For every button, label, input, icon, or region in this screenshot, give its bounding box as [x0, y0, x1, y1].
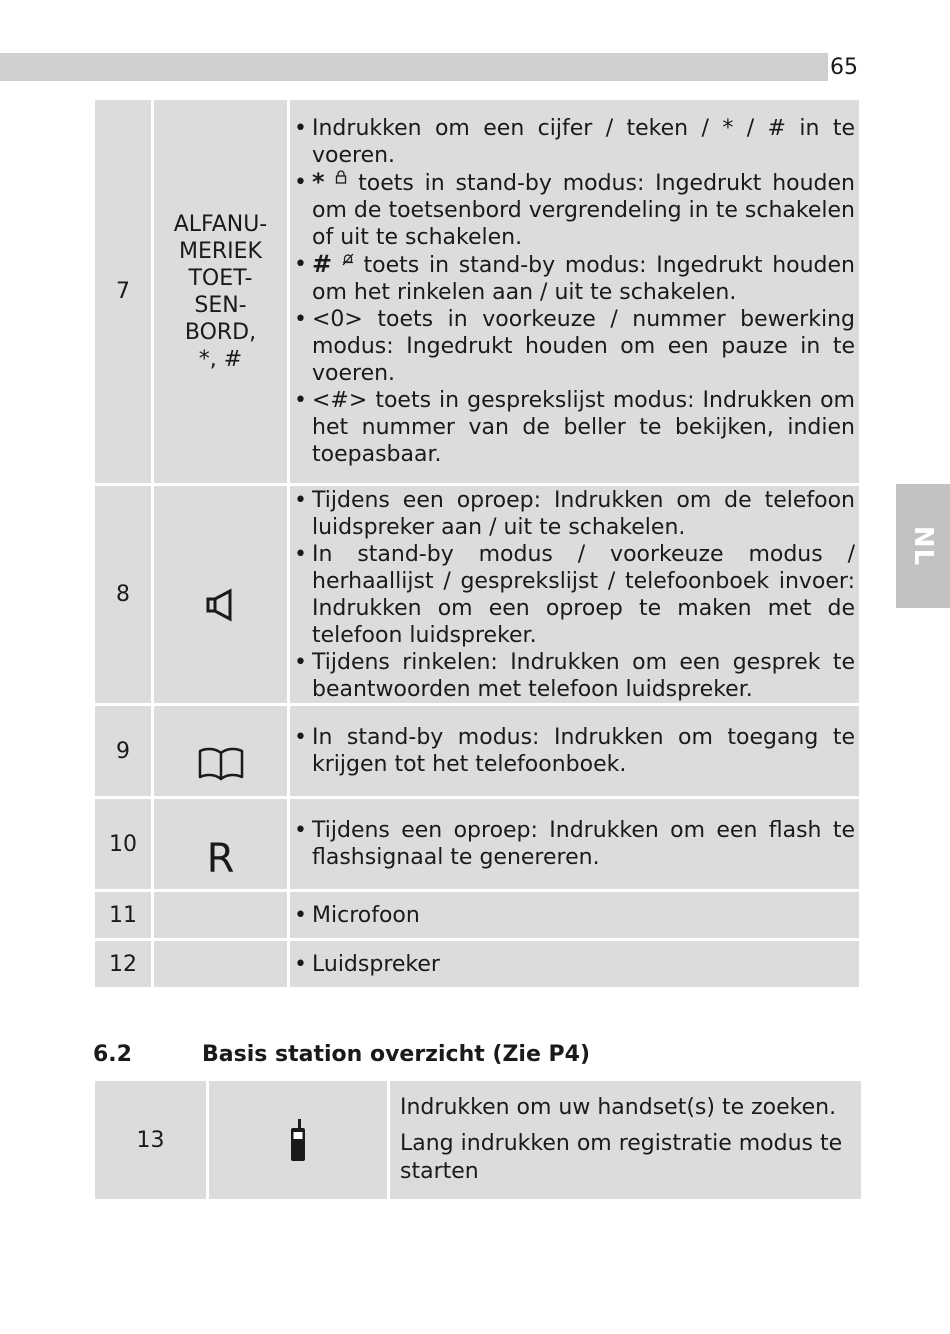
bullet-item: • Luidspreker: [294, 951, 855, 978]
bell-off-icon: [342, 252, 354, 266]
bullet-item: • <0> toets in voorkeuze / nummer bewerking modus: Ingedrukt houden om een pauze in te voeren.: [294, 306, 855, 387]
key-label: [153, 891, 289, 940]
table-row: [94, 485, 861, 705]
phonebook-icon: [197, 745, 245, 781]
lock-icon: [335, 170, 347, 184]
bullet-item: • # toets in stand-by modus: Ingedrukt houden om het rinkelen aan / uit te schakelen.: [294, 251, 855, 306]
bullet-item: • <#> toets in gesprekslijst modus: Indrukken om het nummer van de beller te bekijken, indien toepasbaar.: [294, 387, 855, 468]
bullet-item: • Tijdens rinkelen: Indrukken om een gesprek te beantwoorden met telefoon luidspreker.: [294, 649, 855, 703]
table-row: [94, 1080, 863, 1201]
star-key-symbol: *: [312, 168, 325, 196]
bullet-item: • In stand-by modus / voorkeuze modus / herhaallijst / gesprekslijst / telefoonboek invoer: Indrukken om een oproep te maken met de telefoon luidspreker.: [294, 541, 855, 649]
base-station-table: [92, 1078, 864, 1202]
bullet-item: • Tijdens een oproep: Indrukken om een flash te flashsignaal te genereren.: [294, 817, 855, 871]
section-number: 6.2: [93, 1042, 132, 1067]
speaker-icon: [204, 587, 238, 623]
key-label-line: ALFANU-: [173, 211, 268, 237]
row-number: 9: [94, 705, 153, 798]
key-label: [208, 1080, 389, 1201]
language-tab: [896, 484, 950, 608]
table-row: [94, 705, 861, 798]
description-line: Lang indrukken om registratie modus te starten: [400, 1131, 843, 1184]
bullet-item: • * toets in stand-by modus: Ingedrukt houden om de toetsenbord vergrendeling in te schakelen of uit te schakelen.: [294, 169, 855, 251]
description: [289, 940, 861, 989]
recall-key-symbol: R: [206, 836, 235, 882]
bullet-item: • In stand-by modus: Indrukken om toegang te krijgen tot het telefoonboek.: [294, 724, 855, 778]
row-number: 8: [94, 485, 153, 705]
hash-key-symbol: #: [312, 250, 333, 278]
language-tab-label: NL: [908, 525, 938, 567]
handset-icon: [289, 1118, 307, 1162]
key-label: [153, 798, 289, 891]
table-row: [94, 99, 861, 485]
key-label-line: SEN-: [194, 292, 247, 318]
key-label-line: BORD,: [184, 319, 257, 345]
header-bar: [0, 53, 828, 81]
key-label: [153, 99, 289, 485]
bullet-item: • Indrukken om een cijfer / teken / * / # in te voeren.: [294, 115, 855, 169]
description: [289, 798, 861, 891]
key-label: [153, 485, 289, 705]
row-number: 11: [94, 891, 153, 940]
page-number: 65: [830, 55, 858, 80]
row-number: 10: [94, 798, 153, 891]
description: [289, 705, 861, 798]
section-title: Basis station overzicht (Zie P4): [202, 1042, 591, 1067]
key-label: [153, 940, 289, 989]
row-number: 13: [94, 1080, 208, 1201]
row-number: 7: [94, 99, 153, 485]
key-label: [153, 705, 289, 798]
bullet-item: • Tijdens een oproep: Indrukken om de telefoon luidspreker aan / uit te schakelen.: [294, 487, 855, 541]
bullet-item: • Microfoon: [294, 902, 855, 929]
table-row: [94, 940, 861, 989]
description-line: Indrukken om uw handset(s) te zoeken.: [400, 1095, 837, 1120]
table-row: [94, 798, 861, 891]
table-row: [94, 891, 861, 940]
description: [389, 1080, 863, 1201]
description: [289, 891, 861, 940]
key-label-line: MERIEK: [179, 238, 262, 264]
row-number: 12: [94, 940, 153, 989]
description: [289, 99, 861, 485]
key-label-line: TOET-: [188, 265, 253, 291]
key-function-table: [92, 97, 862, 990]
key-label-line: *, #: [198, 346, 243, 372]
description: [289, 485, 861, 705]
